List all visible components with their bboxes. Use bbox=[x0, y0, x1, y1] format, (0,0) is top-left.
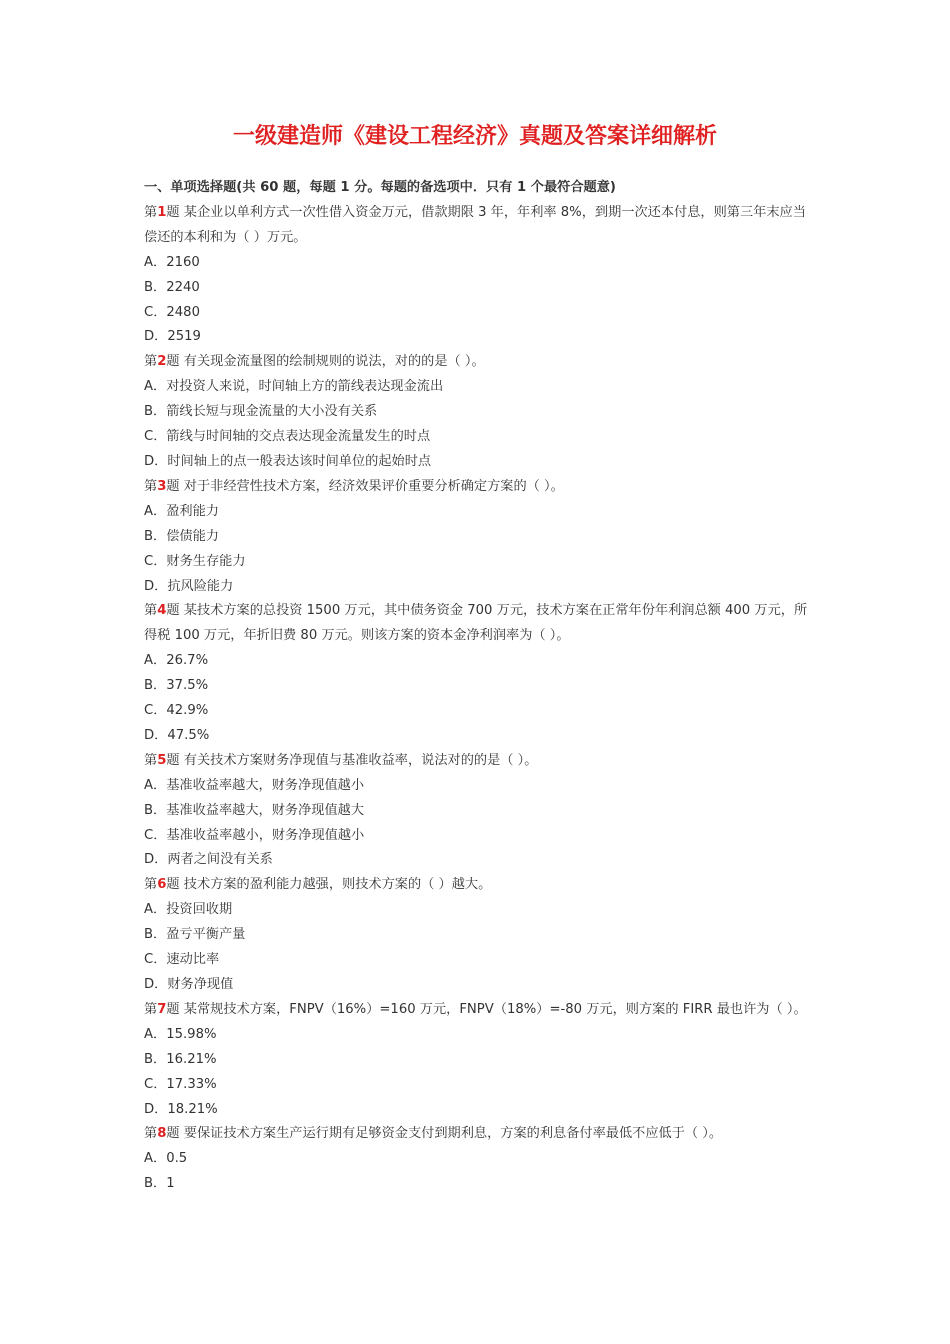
question-number: 4 bbox=[157, 603, 167, 619]
question-number: 6 bbox=[157, 877, 167, 893]
answer-option: B．2240 bbox=[144, 279, 200, 295]
answer-option: C．速动比率 bbox=[144, 952, 220, 968]
section-heading: 一、单项选择题(共 60 题，每题 1 分。每题的备选项中．只有 1 个最符合题意) bbox=[144, 180, 616, 195]
question-6 bbox=[144, 873, 810, 898]
question-number: 7 bbox=[157, 1001, 167, 1017]
question-suffix: 题 bbox=[166, 1126, 180, 1142]
question-prefix: 第 bbox=[144, 603, 158, 619]
answer-option: D．18.21% bbox=[144, 1101, 218, 1117]
answer-option: A．2160 bbox=[144, 254, 200, 270]
question-1 bbox=[144, 201, 810, 251]
answer-option: C．17.33% bbox=[144, 1076, 217, 1092]
question-suffix: 题 bbox=[166, 478, 180, 494]
answer-option: B．37.5% bbox=[144, 678, 209, 694]
answer-option: A．26.7% bbox=[144, 653, 209, 669]
question-text: 有关现金流量图的绘制规则的说法，对的的是（ ）。 bbox=[183, 354, 485, 370]
question-number: 8 bbox=[157, 1126, 167, 1142]
question-suffix: 题 bbox=[166, 204, 180, 220]
question-suffix: 题 bbox=[166, 1001, 180, 1017]
document-title: 一级建造师《建设工程经济》真题及答案详细解析 bbox=[232, 123, 717, 149]
question-7 bbox=[144, 998, 810, 1023]
answer-option: A．投资回收期 bbox=[144, 902, 233, 918]
answer-option: D．2519 bbox=[144, 329, 201, 345]
question-8 bbox=[144, 1122, 810, 1147]
question-text: 技术方案的盈利能力越强，则技术方案的（ ）越大。 bbox=[183, 877, 492, 893]
question-list bbox=[144, 201, 810, 1197]
question-text: 某技术方案的总投资 1500 万元，其中债务资金 700 万元，技术方案在正常年份年利润总额 400 万元，所得税 100 万元，年折旧费 80 万元。则该方案的资本金净利润率为（ ）。 bbox=[144, 603, 808, 644]
question-number: 2 bbox=[157, 354, 167, 370]
answer-option: C．基准收益率越小，财务净现值越小 bbox=[144, 827, 365, 843]
question-number: 3 bbox=[157, 478, 167, 494]
question-prefix: 第 bbox=[144, 204, 158, 220]
answer-option: A．盈利能力 bbox=[144, 503, 219, 519]
answer-option: B．16.21% bbox=[144, 1051, 217, 1067]
answer-option: B．箭线长短与现金流量的大小没有关系 bbox=[144, 404, 378, 420]
answer-option: A．对投资人来说，时间轴上方的箭线表达现金流出 bbox=[144, 379, 444, 395]
document-body bbox=[144, 176, 810, 1197]
answer-option: B．盈亏平衡产量 bbox=[144, 927, 246, 943]
question-number: 5 bbox=[157, 752, 167, 768]
question-prefix: 第 bbox=[144, 752, 158, 768]
answer-option: D．抗风险能力 bbox=[144, 578, 234, 594]
question-text: 某常规技术方案，FNPV（16%）=160 万元，FNPV（18%）=-80 万元，则方案的 FIRR 最也许为（ ）。 bbox=[183, 1001, 807, 1017]
question-prefix: 第 bbox=[144, 354, 158, 370]
question-suffix: 题 bbox=[166, 752, 180, 768]
question-suffix: 题 bbox=[166, 603, 180, 619]
question-text: 要保证技术方案生产运行期有足够资金支付到期利息，方案的利息备付率最低不应低于（ ）。 bbox=[183, 1126, 723, 1142]
answer-option: D．两者之间没有关系 bbox=[144, 852, 273, 868]
answer-option: B．1 bbox=[144, 1176, 175, 1192]
question-2 bbox=[144, 350, 810, 375]
answer-option: D．47.5% bbox=[144, 727, 210, 743]
answer-option: D．财务净现值 bbox=[144, 977, 234, 992]
question-text: 某企业以单利方式一次性借入资金万元，借款期限 3 年，年利率 8%，到期一次还本付息，则第三年末应当偿还的本利和为（ ）万元。 bbox=[144, 204, 806, 245]
question-number: 1 bbox=[157, 204, 167, 220]
question-prefix: 第 bbox=[144, 1001, 158, 1017]
question-text: 对于非经营性技术方案，经济效果评价重要分析确定方案的（ ）。 bbox=[183, 478, 564, 494]
answer-option: B．基准收益率越大，财务净现值越大 bbox=[144, 802, 365, 818]
answer-option: A．0.5 bbox=[144, 1151, 188, 1167]
question-5 bbox=[144, 749, 810, 774]
question-4 bbox=[144, 599, 810, 649]
answer-option: A．基准收益率越大，财务净现值越小 bbox=[144, 777, 365, 793]
question-prefix: 第 bbox=[144, 877, 158, 893]
answer-option: C．42.9% bbox=[144, 703, 209, 719]
answer-option: D．时间轴上的点一般表达该时间单位的起始时点 bbox=[144, 453, 432, 469]
answer-option: A．15.98% bbox=[144, 1026, 217, 1042]
question-suffix: 题 bbox=[166, 354, 180, 370]
answer-option: C．财务生存能力 bbox=[144, 553, 246, 569]
question-prefix: 第 bbox=[144, 1126, 158, 1142]
question-prefix: 第 bbox=[144, 478, 158, 494]
question-3 bbox=[144, 475, 810, 500]
question-suffix: 题 bbox=[166, 877, 180, 893]
answer-option: C．2480 bbox=[144, 304, 200, 320]
question-text: 有关技术方案财务净现值与基准收益率，说法对的的是（ ）。 bbox=[183, 752, 538, 768]
answer-option: B．偿债能力 bbox=[144, 528, 219, 544]
answer-option: C．箭线与时间轴的交点表达现金流量发生的时点 bbox=[144, 429, 431, 445]
